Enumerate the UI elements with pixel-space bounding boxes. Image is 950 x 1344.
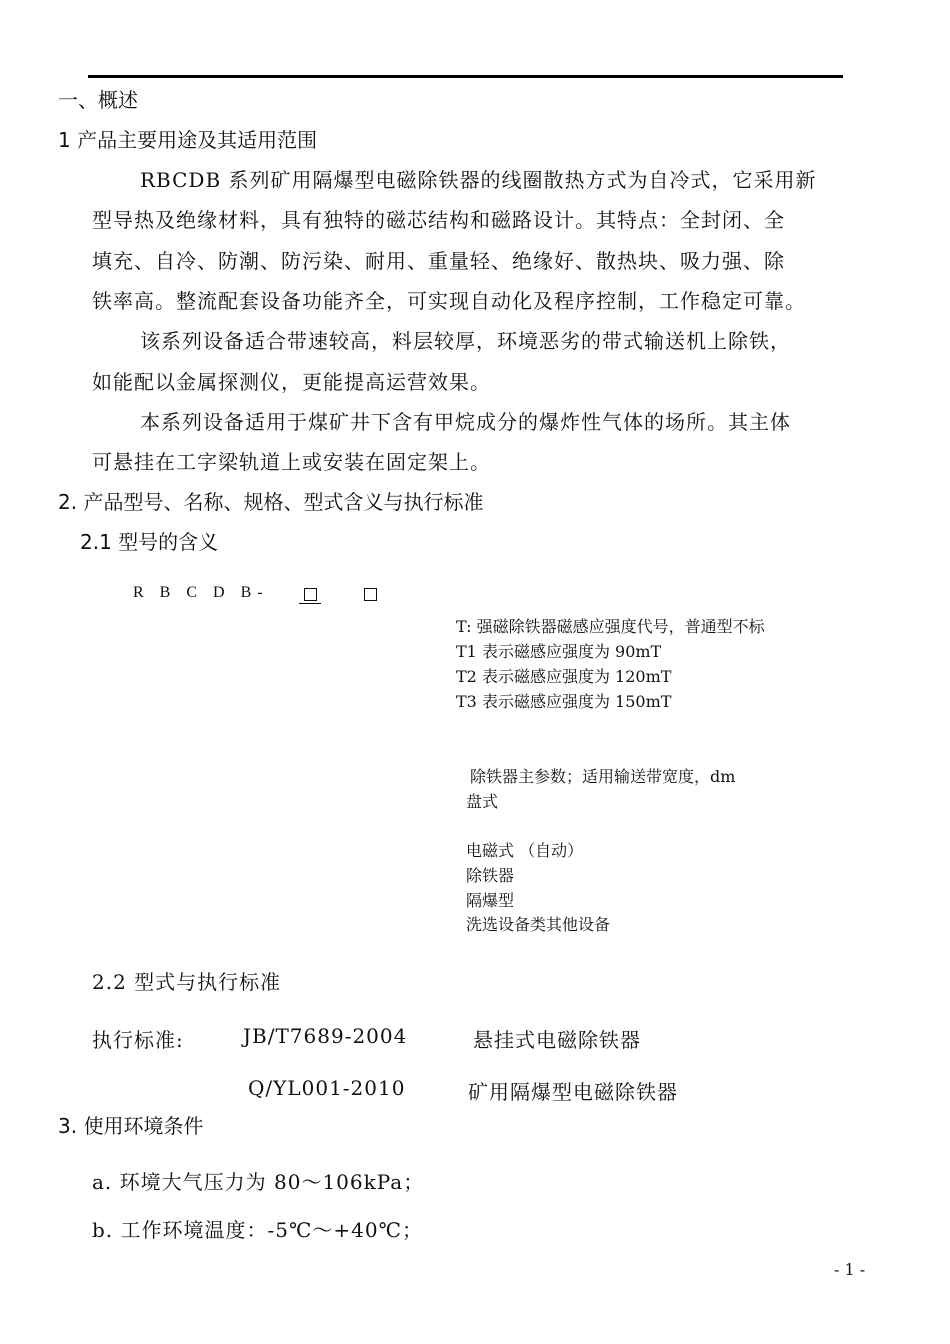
- section-2-2-title: 2.2 型式与执行标准: [92, 970, 282, 994]
- standards-label: 执行标准:: [92, 1028, 184, 1052]
- section-1-1-title: 1 产品主要用途及其适用范围: [58, 128, 318, 152]
- page-number: - 1 -: [834, 1260, 866, 1279]
- section-1-title: 一、概述: [58, 88, 138, 112]
- paragraph-line: 如能配以金属探测仪，更能提高运营效果。: [92, 370, 491, 394]
- section-3-title: 3. 使用环境条件: [58, 1114, 204, 1138]
- legend-line: 盘式: [466, 792, 499, 811]
- model-code: R B C D B-: [133, 584, 269, 601]
- paragraph-line: 可悬挂在工字梁轨道上或安装在固定架上。: [92, 450, 491, 474]
- paragraph-line: 该系列设备适合带速较高，料层较厚，环境恶劣的带式输送机上除铁，: [140, 329, 791, 353]
- paragraph-line: RBCDB 系列矿用隔爆型电磁除铁器的线圈散热方式为自冷式，它采用新: [140, 168, 817, 192]
- legend-line: 除铁器主参数；适用输送带宽度，dm: [470, 767, 736, 786]
- standard-code: JB/T7689-2004: [243, 1024, 408, 1048]
- legend-line: T1 表示磁感应强度为 90mT: [456, 642, 662, 661]
- paragraph-line: 铁率高。整流配套设备功能齐全，可实现自动化及程序控制，工作稳定可靠。: [92, 289, 806, 313]
- legend-line: T: 强磁除铁器磁感应强度代号，普通型不标: [456, 617, 765, 636]
- placeholder-underline: [299, 603, 321, 604]
- standard-name: 悬挂式电磁除铁器: [473, 1028, 641, 1052]
- standard-code: Q/YL001-2010: [248, 1076, 406, 1100]
- condition-item: b. 工作环境温度：-5℃～+40℃；: [92, 1218, 423, 1242]
- placeholder-box-2: [364, 586, 377, 605]
- standard-name: 矿用隔爆型电磁除铁器: [468, 1080, 678, 1104]
- legend-line: 电磁式 （自动）: [466, 841, 584, 860]
- condition-item: a. 环境大气压力为 80～106kPa；: [92, 1170, 425, 1194]
- header-rule: [88, 75, 843, 78]
- legend-line: 隔爆型: [466, 891, 515, 910]
- legend-line: 洗选设备类其他设备: [466, 915, 611, 934]
- legend-line: T3 表示磁感应强度为 150mT: [456, 692, 672, 711]
- legend-line: 除铁器: [466, 866, 515, 885]
- paragraph-line: 型导热及绝缘材料，具有独特的磁芯结构和磁路设计。其特点：全封闭、全: [92, 208, 785, 232]
- paragraph-line: 填充、自冷、防潮、防污染、耐用、重量轻、绝缘好、散热块、吸力强、除: [92, 249, 785, 273]
- section-2-title: 2. 产品型号、名称、规格、型式含义与执行标准: [58, 490, 484, 514]
- legend-line: T2 表示磁感应强度为 120mT: [456, 667, 672, 686]
- paragraph-line: 本系列设备适用于煤矿井下含有甲烷成分的爆炸性气体的场所。其主体: [140, 410, 791, 434]
- section-2-1-title: 2.1 型号的含义: [80, 530, 219, 554]
